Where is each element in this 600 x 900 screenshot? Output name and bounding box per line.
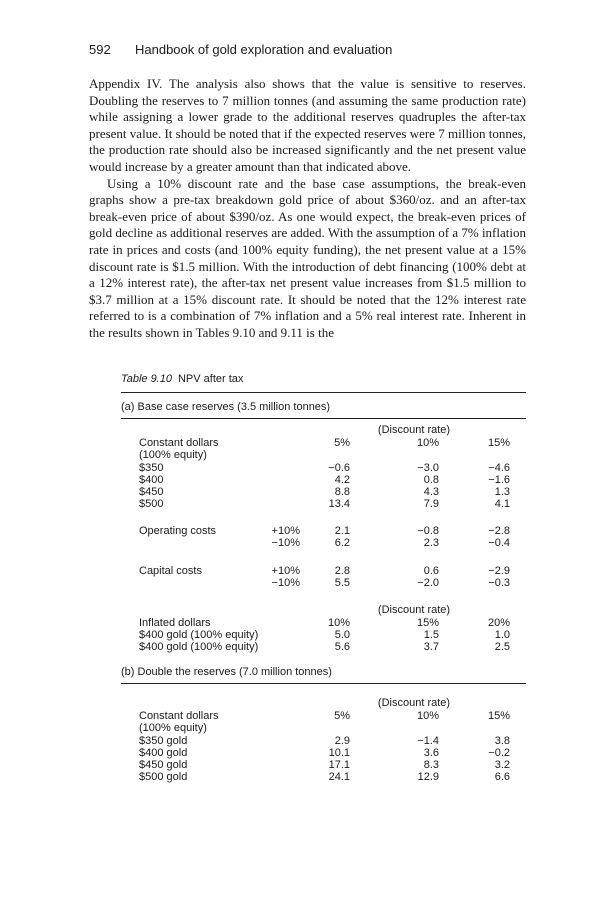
table-cell: −1.4 xyxy=(417,735,439,747)
body-text xyxy=(89,76,526,342)
table-cell: 3.7 xyxy=(423,641,439,653)
column-header: 15% xyxy=(487,710,510,722)
change-label: −10% xyxy=(271,537,300,549)
column-header: 15% xyxy=(487,437,510,449)
paragraph: Appendix IV. The analysis also shows that the value is sensitive to reserves. Doubling the reserves to 7 million tonnes (and assuming the same production rate) while assigning a lower grade to the additional reserves quadruples the after-tax present value. It should be noted that if the expected reserves were 7 million tonnes, the production rate should also be increased significantly and the net present value would increase by a greater amount than that indicated above. xyxy=(89,76,526,174)
table-cell: 1.0 xyxy=(494,629,510,641)
table-cell: 7.9 xyxy=(423,498,439,510)
table-top-rule xyxy=(121,392,526,393)
row-label: $500 gold xyxy=(139,771,188,783)
table-cell: 3.2 xyxy=(494,759,510,771)
table-cell: 6.6 xyxy=(494,771,510,783)
column-header: 10% xyxy=(416,437,439,449)
table-cell: −2.0 xyxy=(417,577,439,589)
table-cell: 4.1 xyxy=(494,498,510,510)
column-header: 5% xyxy=(334,437,350,449)
column-header: 15% xyxy=(416,617,439,629)
table-cell: 4.2 xyxy=(334,474,350,486)
table-cell: 8.8 xyxy=(334,486,350,498)
table-cell: 24.1 xyxy=(328,771,350,783)
row-label: $350 gold xyxy=(139,735,188,747)
table-cell: 5.6 xyxy=(334,641,350,653)
row-label: $400 gold (100% equity) xyxy=(139,641,259,653)
change-label: −10% xyxy=(271,577,300,589)
table-title: NPV after tax xyxy=(177,373,244,385)
table-cell: 2.9 xyxy=(334,735,350,747)
table-cell: −0.3 xyxy=(488,577,510,589)
table-cell: 0.6 xyxy=(423,565,439,577)
table-cell: −0.2 xyxy=(488,747,510,759)
table-cell: 3.6 xyxy=(423,747,439,759)
row-label: $350 xyxy=(139,462,164,474)
table-cell: 8.3 xyxy=(423,759,439,771)
table-cell: 5.5 xyxy=(334,577,350,589)
section-a-title: (a) Base case reserves (3.5 million tonnes) xyxy=(121,401,331,413)
table-cell: 10.1 xyxy=(328,747,350,759)
section-b-rule xyxy=(121,683,526,684)
change-label: +10% xyxy=(271,565,300,577)
row-group-label: Inflated dollars xyxy=(139,617,211,629)
discount-rate-header: (Discount rate) xyxy=(377,697,451,709)
discount-rate-header: (Discount rate) xyxy=(377,604,451,616)
table-cell: 0.8 xyxy=(423,474,439,486)
row-group-sublabel: (100% equity) xyxy=(139,722,207,734)
table-cell: −2.9 xyxy=(488,565,510,577)
table-cell: 13.4 xyxy=(328,498,350,510)
table-cell: −0.8 xyxy=(417,525,439,537)
section-b-title: (b) Double the reserves (7.0 million tonnes) xyxy=(121,666,332,678)
table-cell: 17.1 xyxy=(328,759,350,771)
book-title: Handbook of gold exploration and evaluation xyxy=(135,42,393,57)
table-cell: 1.3 xyxy=(494,486,510,498)
row-label: Capital costs xyxy=(139,565,202,577)
row-group-sublabel: (100% equity) xyxy=(139,449,207,461)
column-header: 20% xyxy=(487,617,510,629)
table-cell: 2.3 xyxy=(423,537,439,549)
table-caption xyxy=(121,373,243,385)
running-head xyxy=(89,42,529,57)
table-cell: 1.5 xyxy=(423,629,439,641)
row-group-label: Constant dollars xyxy=(139,710,219,722)
table-cell: 2.5 xyxy=(494,641,510,653)
change-label: +10% xyxy=(271,525,300,537)
row-label: $400 gold xyxy=(139,747,188,759)
paragraph: Using a 10% discount rate and the base case assumptions, the break-even graphs show a pre-tax breakdown gold price of about $360/oz. and an after-tax break-even price of about $390/oz. As one would expect, the break-even prices of gold decline as additional reserves are added. With the assumption of a 7% inflation rate in prices and costs (and 100% equity funding), the net present value at a 15% discount rate is $1.5 million. With the introduction of debt financing (100% debt at a 12% interest rate), the after-tax net present value increases from $1.5 million to $3.7 million at a 15% discount rate. It should be noted that the 12% interest rate referred to is a combination of 7% inflation and a 5% real interest rate. Inherent in the results shown in Tables 9.10 and 9.11 is the xyxy=(89,175,526,340)
row-label: $500 xyxy=(139,498,164,510)
table-cell: 5.0 xyxy=(334,629,350,641)
row-label: $400 xyxy=(139,474,164,486)
table-cell: 2.1 xyxy=(334,525,350,537)
section-a-rule xyxy=(121,418,526,419)
row-label: $400 gold (100% equity) xyxy=(139,629,259,641)
column-header: 10% xyxy=(327,617,350,629)
table-label: Table 9.10 xyxy=(121,373,172,385)
table-cell: 12.9 xyxy=(417,771,439,783)
discount-rate-header: (Discount rate) xyxy=(377,424,451,436)
column-header: 10% xyxy=(416,710,439,722)
row-group-label: Constant dollars xyxy=(139,437,219,449)
table-cell: −4.6 xyxy=(488,462,510,474)
table-cell: −2.8 xyxy=(488,525,510,537)
row-label: $450 gold xyxy=(139,759,188,771)
table-cell: 6.2 xyxy=(334,537,350,549)
column-header: 5% xyxy=(334,710,350,722)
table-cell: 2.8 xyxy=(334,565,350,577)
row-label: $450 xyxy=(139,486,164,498)
table-cell: −0.6 xyxy=(328,462,350,474)
table-cell: −1.6 xyxy=(488,474,510,486)
row-label: Operating costs xyxy=(139,525,217,537)
page-number: 592 xyxy=(89,42,111,57)
table-cell: −3.0 xyxy=(417,462,439,474)
table-cell: −0.4 xyxy=(488,537,510,549)
table-cell: 4.3 xyxy=(423,486,439,498)
table-cell: 3.8 xyxy=(494,735,510,747)
